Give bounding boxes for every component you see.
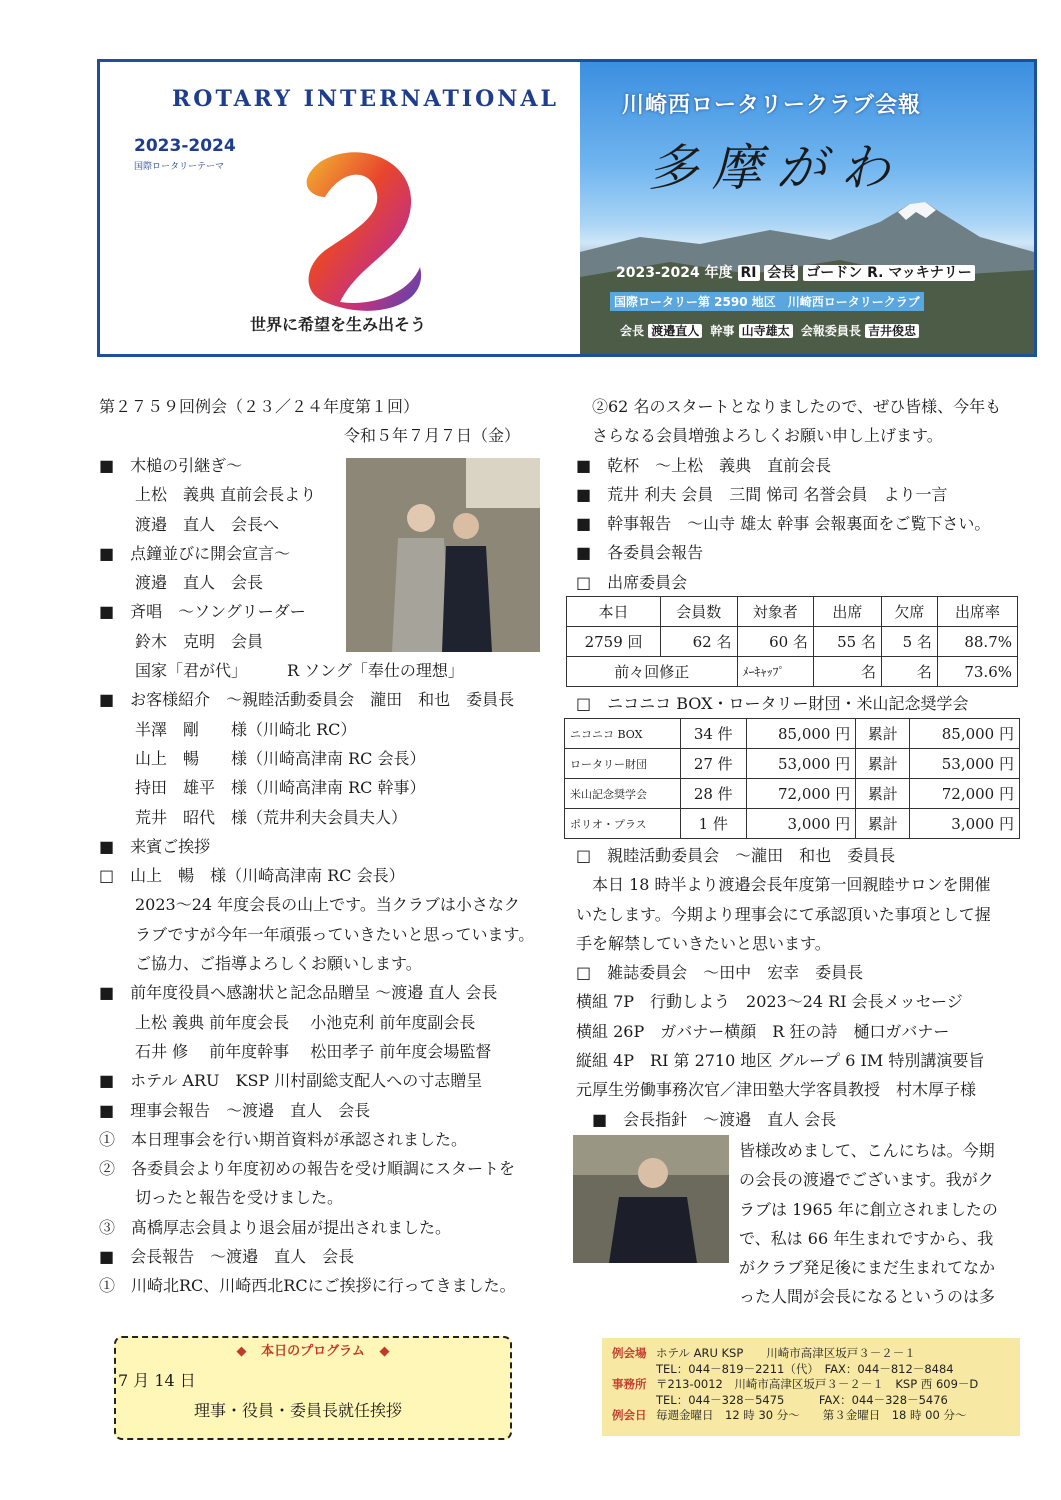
text-line: 持田 雄平 様（川崎高津南 RC 幹事） bbox=[135, 778, 426, 798]
text-line: ■ 乾杯 ～上松 義典 直前会長 bbox=[576, 455, 832, 475]
attendance-cell: 2759 回 bbox=[567, 627, 661, 657]
donation-name-cell: ロータリー財団 bbox=[565, 749, 681, 779]
club-panel bbox=[580, 62, 1034, 354]
text-line: □ 出席委員会 bbox=[576, 572, 688, 592]
text-line: ■ 前年度役員へ感謝状と記念品贈呈 ～渡邉 直人 会長 bbox=[99, 983, 498, 1003]
text-line: ■ 会長報告 ～渡邉 直人 会長 bbox=[99, 1247, 355, 1267]
program-title-row bbox=[116, 1340, 510, 1359]
text-line: 縦組 4P RI 第 2710 地区 グループ 6 IM 特別講演要旨 bbox=[576, 1051, 985, 1071]
attendance-makeup-label: ﾒｰｷｬｯﾌﾟ bbox=[737, 657, 813, 687]
donation-label-cell: 累計 bbox=[856, 749, 910, 779]
attendance-cell: 55 名 bbox=[813, 627, 881, 657]
attendance-header-absent: 欠席 bbox=[881, 597, 937, 627]
donation-name-cell: ポリオ・プラス bbox=[565, 809, 681, 839]
table-row bbox=[565, 809, 1020, 839]
text-line: ラブは 1965 年に創立されましたの bbox=[739, 1199, 998, 1219]
text-line: ■ 荒井 利夫 会員 三間 悌司 名誉会員 より一言 bbox=[576, 484, 948, 504]
table-row bbox=[565, 779, 1020, 809]
text-line: □ 親睦活動委員会 ～瀧田 和也 委員長 bbox=[576, 846, 896, 865]
text-line: がクラブ発足後にまだ生まれてなか bbox=[739, 1258, 996, 1278]
text-line: 荒井 昭代 様（荒井利夫会員夫人） bbox=[135, 807, 408, 827]
text-line: □ 雑誌委員会 ～田中 宏幸 委員長 bbox=[576, 963, 864, 983]
text-line: 石井 修 前年度幹事 松田孝子 前年度会場監督 bbox=[135, 1041, 492, 1061]
donation-label-cell: 累計 bbox=[856, 719, 910, 749]
donation-amount-cell: 72,000 円 bbox=[746, 779, 856, 809]
attendance-header-today: 本日 bbox=[567, 597, 661, 627]
text-line: ① 本日理事会を行い期首資料が承認されました。 bbox=[99, 1129, 468, 1149]
ri-president-line: 2023-2024 年度 RI 会長 ゴードン R. マッキナリー bbox=[616, 262, 975, 282]
text-line: ■ 点鐘並びに開会宣言～ bbox=[99, 543, 291, 563]
program-content: 理事・役員・委員長就任挨拶 bbox=[194, 1401, 403, 1420]
donation-count-cell: 27 件 bbox=[680, 749, 746, 779]
text-line: ご協力、ご指導よろしくお願いします。 bbox=[135, 954, 422, 974]
text-line: 上松 義典 前年度会長 小池克利 前年度副会長 bbox=[135, 1012, 476, 1032]
donation-count-cell: 28 件 bbox=[680, 779, 746, 809]
attendance-header-members: 会員数 bbox=[661, 597, 737, 627]
right-column-top bbox=[576, 392, 1026, 597]
donation-label-cell: 累計 bbox=[856, 779, 910, 809]
attendance-prev-label: 前々回修正 bbox=[567, 657, 738, 687]
donation-total-cell: 53,000 円 bbox=[910, 749, 1020, 779]
attendance-cell: 5 名 bbox=[881, 627, 937, 657]
ri-theme-panel bbox=[100, 62, 580, 354]
text-line: 渡邉 直人 会長へ bbox=[135, 514, 280, 534]
text-line: 渡邉 直人 会長 bbox=[135, 573, 264, 593]
text-line: ■ 斉唱 ～ソングリーダー bbox=[99, 602, 306, 622]
venue-phone: TEL：044－819－2211（代） FAX：044－812－8484 bbox=[656, 1361, 954, 1376]
masthead bbox=[97, 59, 1037, 357]
attendance-header-eligible: 対象者 bbox=[737, 597, 813, 627]
table-row bbox=[567, 657, 1018, 687]
text-line: った人間が会長になるというのは多 bbox=[739, 1287, 996, 1307]
program-title: 本日のプログラム bbox=[261, 1344, 365, 1359]
table-row bbox=[565, 719, 1020, 749]
text-line: ■ 各委員会報告 bbox=[576, 543, 704, 563]
attendance-header-present: 出席 bbox=[813, 597, 881, 627]
text-line: ■ お客様紹介 ～親睦活動委員会 瀧田 和也 委員長 bbox=[99, 690, 515, 710]
meeting-date: 令和５年７月７日（金） bbox=[344, 426, 521, 445]
niconico-title: □ ニコニコ BOX・ロータリー財団・米山記念奨学会 bbox=[576, 694, 969, 713]
president-message bbox=[739, 1136, 1029, 1312]
office-phone: TEL：044－328－5475 FAX：044－328－5476 bbox=[656, 1392, 948, 1407]
donation-total-cell: 72,000 円 bbox=[910, 779, 1020, 809]
text-line: 手を解禁していきたいと思います。 bbox=[576, 933, 831, 953]
text-line: □ 山上 暢 様（川崎高津南 RC 会長） bbox=[99, 866, 405, 886]
donation-amount-cell: 53,000 円 bbox=[746, 749, 856, 779]
attendance-cell: 60 名 bbox=[737, 627, 813, 657]
text-line: 横組 26P ガバナー横顔 R 狂の詩 樋口ガバナー bbox=[576, 1021, 950, 1041]
text-line: 山上 暢 様（川崎高津南 RC 会長） bbox=[135, 748, 426, 768]
text-line: いたします。今期より理事会にて承認頂いた事項として握 bbox=[576, 904, 991, 924]
text-line: で、私は 66 年生まれですから、我 bbox=[739, 1228, 994, 1248]
diamond-icon: ◆ bbox=[379, 1344, 390, 1359]
president-speech-photo bbox=[573, 1135, 729, 1263]
text-line: 2023～24 年度会長の山上です。当クラブは小さなク bbox=[135, 895, 520, 915]
table-row bbox=[565, 749, 1020, 779]
club-newsletter-title: 川崎西ロータリークラブ会報 bbox=[622, 93, 922, 118]
donations-table bbox=[564, 718, 1020, 839]
club-info-box bbox=[602, 1338, 1020, 1436]
text-line: ■ ホテル ARU KSP 川村副総支配人への寸志贈呈 bbox=[99, 1071, 483, 1091]
ri-theme-label: 国際ロータリーテーマ bbox=[134, 162, 225, 172]
attendance-cell: 62 名 bbox=[661, 627, 737, 657]
ri-theme-logo-icon bbox=[280, 142, 430, 312]
right-column-middle bbox=[576, 841, 1026, 1134]
newsletter-name: 多摩がわ bbox=[648, 139, 904, 197]
ri-title: ROTARY INTERNATIONAL bbox=[172, 86, 559, 112]
attendance-cell: 名 bbox=[813, 657, 881, 687]
text-line: ②62 名のスタートとなりましたので、ぜひ皆様、今年も bbox=[592, 397, 1002, 416]
attendance-cell: 88.7% bbox=[937, 627, 1017, 657]
text-line: 鈴木 克明 会員 bbox=[135, 631, 264, 651]
text-line: ラブですが今年一年頑張っていきたいと思っています。 bbox=[135, 924, 535, 944]
attendance-cell: 名 bbox=[881, 657, 937, 687]
text-line: ① 川崎北RC、川崎西北RCにご挨拶に行ってきました。 bbox=[99, 1276, 516, 1296]
text-line: 皆様改めまして、こんにちは。今期 bbox=[739, 1141, 995, 1160]
text-line: ■ 理事会報告 ～渡邉 直人 会長 bbox=[99, 1100, 371, 1120]
text-line: 国家「君が代」 R ソング「奉仕の理想」 bbox=[135, 661, 464, 681]
text-line: 元厚生労働事務次官／津田塾大学客員教授 村木厚子様 bbox=[576, 1080, 977, 1100]
table-row bbox=[567, 627, 1018, 657]
program-box bbox=[114, 1336, 512, 1440]
text-line: 半澤 剛 様（川崎北 RC） bbox=[135, 719, 357, 739]
text-line: ■ 来賓ご挨拶 bbox=[99, 836, 211, 856]
attendance-header-rate: 出席率 bbox=[937, 597, 1017, 627]
attendance-prev-rate: 73.6% bbox=[937, 657, 1017, 687]
officers-line: 会長 渡邉直人 幹事 山寺雄太 会報委員長 吉井俊忠 bbox=[620, 322, 919, 339]
meeting-title: 第２７５９回例会（２３／２４年度第１回） bbox=[99, 397, 420, 416]
table-row bbox=[567, 597, 1018, 627]
donation-name-cell: 米山記念奨学会 bbox=[565, 779, 681, 809]
donation-total-cell: 3,000 円 bbox=[910, 809, 1020, 839]
diamond-icon: ◆ bbox=[236, 1344, 247, 1359]
meeting-day-line: 例会日 毎週金曜日 12 時 30 分～ 第３金曜日 18 時 00 分～ bbox=[612, 1408, 967, 1422]
text-line: 切ったと報告を受けました。 bbox=[135, 1188, 344, 1208]
district-line: 国際ロータリー第 2590 地区 川崎西ロータリークラブ bbox=[610, 292, 924, 311]
donation-count-cell: 34 件 bbox=[680, 719, 746, 749]
text-line: ② 各委員会より年度初めの報告を受け順調にスタートを bbox=[99, 1159, 516, 1179]
donation-count-cell: 1 件 bbox=[680, 809, 746, 839]
text-line: ■ 木槌の引継ぎ～ bbox=[99, 456, 243, 475]
text-line: 上松 義典 直前会長より bbox=[135, 485, 317, 505]
attendance-table bbox=[566, 596, 1018, 687]
office-line: 事務所 〒213-0012 川崎市高津区坂戸３－２－１ KSP 西 609－D bbox=[612, 1377, 979, 1391]
donation-total-cell: 85,000 円 bbox=[910, 719, 1020, 749]
ri-year: 2023-2024 bbox=[134, 136, 236, 156]
text-line: ■ 幹事報告 ～山寺 雄太 幹事 会報裏面をご覧下さい。 bbox=[576, 514, 991, 534]
text-line: 本日 18 時半より渡邉会長年度第一回親睦サロンを開催 bbox=[592, 875, 991, 895]
text-line: の会長の渡邉でございます。我がク bbox=[739, 1170, 994, 1190]
donation-amount-cell: 85,000 円 bbox=[746, 719, 856, 749]
donation-name-cell: ニコニコ BOX bbox=[565, 719, 681, 749]
gavel-handover-photo bbox=[346, 458, 540, 652]
text-line: さらなる会員増強よろしくお願い申し上げます。 bbox=[592, 426, 943, 446]
text-line: ③ 髙橋厚志会員より退会届が提出されました。 bbox=[99, 1217, 452, 1237]
text-line: 横組 7P 行動しよう 2023～24 RI 会長メッセージ bbox=[576, 992, 963, 1012]
text-line: ■ 会長指針 ～渡邉 直人 会長 bbox=[592, 1109, 837, 1129]
ri-slogan: 世界に希望を生み出そう bbox=[250, 315, 427, 334]
venue-line: 例会場 ホテル ARU KSP 川崎市高津区坂戸３－２－１ bbox=[612, 1346, 916, 1360]
program-date: 7 月 14 日 bbox=[118, 1371, 196, 1390]
donation-label-cell: 累計 bbox=[856, 809, 910, 839]
donation-amount-cell: 3,000 円 bbox=[746, 809, 856, 839]
